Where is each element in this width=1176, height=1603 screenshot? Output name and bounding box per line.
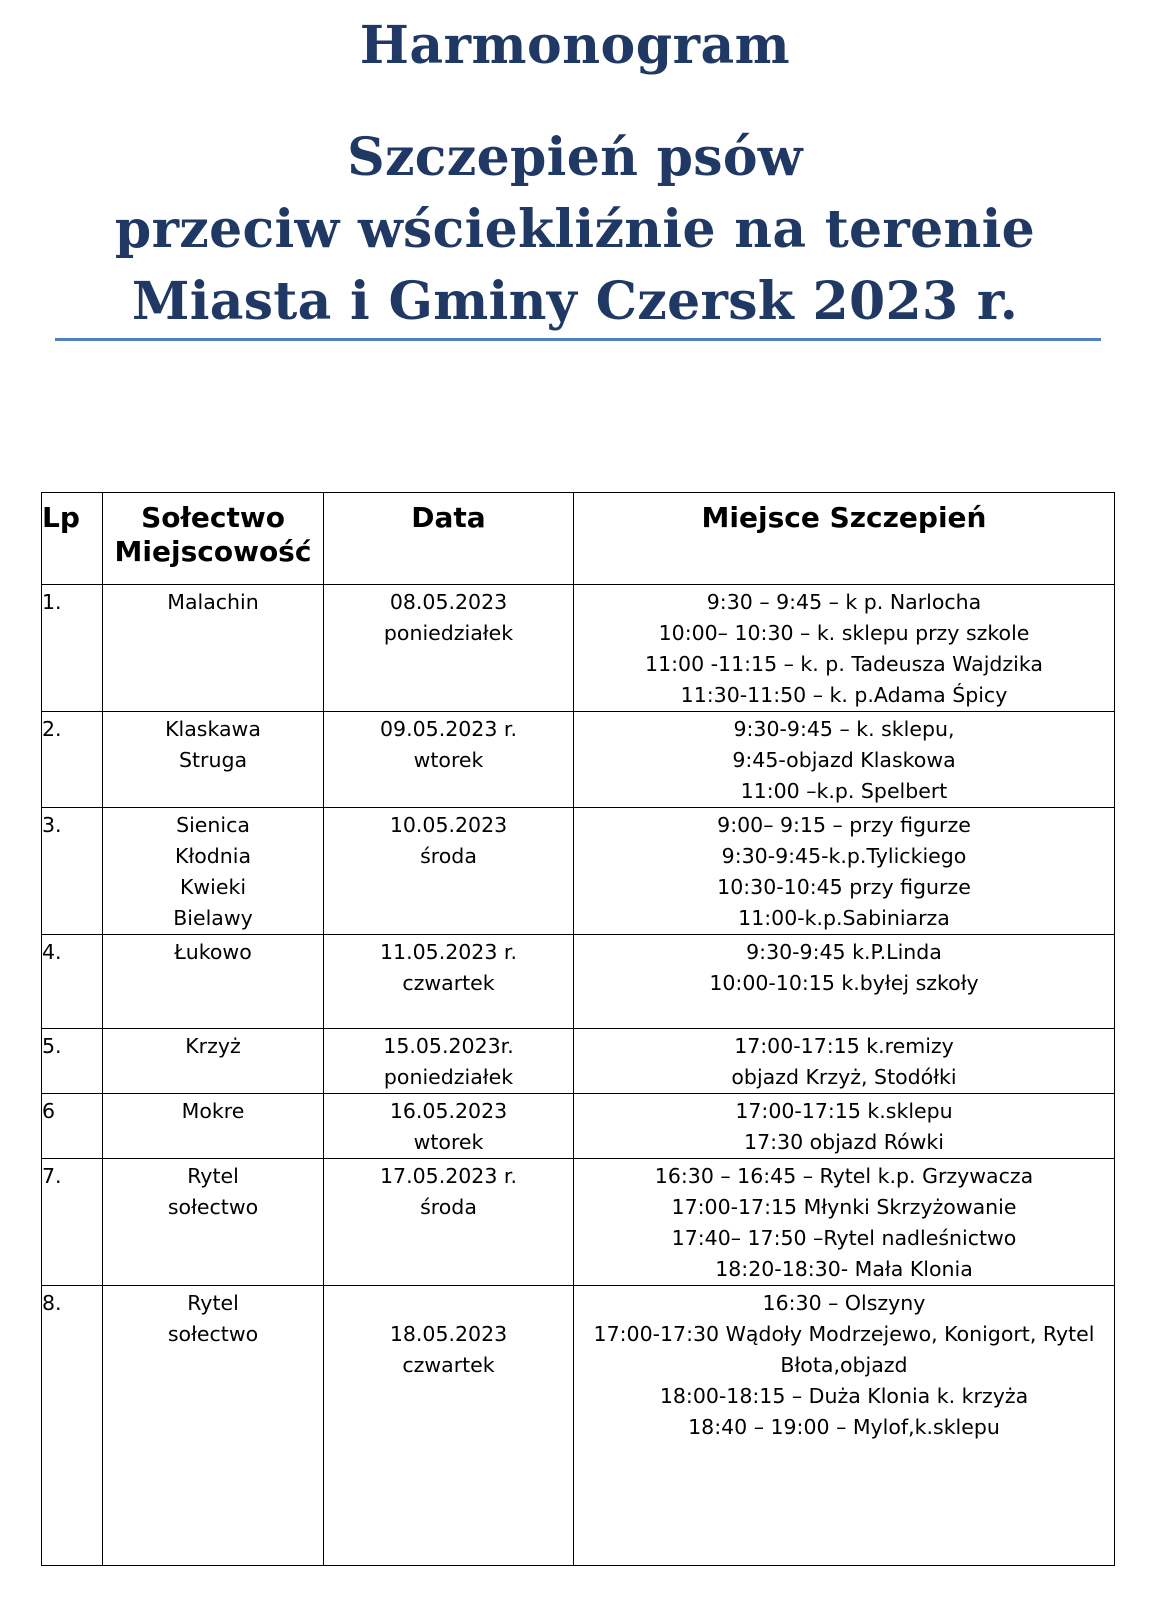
date-line: 15.05.2023r. [383, 1034, 514, 1058]
table-row [42, 585, 1115, 712]
row-number: 7. [42, 1159, 103, 1286]
location-line: 9:30-9:45-k.p.Tylickiego [721, 844, 967, 868]
place-name: Sienica [176, 813, 250, 837]
date-cell [324, 1029, 574, 1094]
date-line: 16.05.2023 [389, 1099, 508, 1123]
date-cell [324, 712, 574, 808]
location-line: 9:00– 9:15 – przy figurze [717, 813, 971, 837]
document-subtitle [0, 122, 1150, 338]
location-line: 10:00-10:15 k.byłej szkoły [709, 971, 979, 995]
column-header-location: Miejsce Szczepień [574, 493, 1115, 585]
table-row [42, 1029, 1115, 1094]
subtitle-line: przeciw wściekliźnie na terenie [114, 199, 1036, 260]
date-line: wtorek [413, 748, 484, 772]
column-header-lp: Lp [42, 493, 103, 585]
location-cell [574, 1094, 1115, 1159]
location-line: 10:00– 10:30 – k. sklepu przy szkole [658, 621, 1030, 645]
location-cell [574, 1286, 1115, 1566]
document-title: Harmonogram [359, 15, 791, 76]
location-line: 11:00-k.p.Sabiniarza [738, 906, 950, 930]
date-line: 09.05.2023 r. [380, 717, 517, 741]
location-cell [574, 935, 1115, 1029]
location-line: 10:30-10:45 przy figurze [717, 875, 971, 899]
location-cell [574, 712, 1115, 808]
table-row [42, 712, 1115, 808]
location-line: 17:00-17:15 k.remizy [734, 1034, 954, 1058]
date-cell [324, 1286, 574, 1566]
date-line: poniedziałek [383, 1065, 514, 1089]
place-name: Mokre [181, 1099, 245, 1123]
location-cell [574, 808, 1115, 935]
table-header-row [42, 493, 1115, 585]
date-line: środa [420, 844, 477, 868]
place-cell [103, 935, 324, 1029]
place-name: Krzyż [185, 1034, 241, 1058]
date-line: czwartek [402, 971, 495, 995]
table-body [42, 585, 1115, 1566]
date-cell [324, 808, 574, 935]
location-line: 11:30-11:50 – k. p.Adama Śpicy [680, 683, 1008, 707]
location-line: 18:40 – 19:00 – Mylof,k.sklepu [688, 1415, 1000, 1439]
place-cell [103, 1094, 324, 1159]
location-line: 17:00-17:15 k.sklepu [735, 1099, 953, 1123]
place-name: Rytel [187, 1291, 239, 1315]
location-line: 17:30 objazd Rówki [744, 1130, 944, 1154]
date-cell [324, 1159, 574, 1286]
row-number: 6 [42, 1094, 103, 1159]
location-line: 17:00-17:15 Młynki Skrzyżowanie [671, 1195, 1017, 1219]
row-number: 8. [42, 1286, 103, 1566]
location-line: objazd Krzyż, Stodółki [731, 1065, 957, 1089]
date-cell [324, 1094, 574, 1159]
location-line: 11:00 -11:15 – k. p. Tadeusza Wajdzika [645, 652, 1043, 676]
vaccination-schedule-table [41, 492, 1115, 1566]
date-line: środa [420, 1195, 477, 1219]
location-line: 16:30 – Olszyny [762, 1291, 926, 1315]
date-line: 10.05.2023 [389, 813, 508, 837]
location-line: 17:40– 17:50 –Rytel nadleśnictwo [671, 1226, 1017, 1250]
place-cell [103, 808, 324, 935]
location-cell [574, 1029, 1115, 1094]
place-cell [103, 712, 324, 808]
column-header-place: Sołectwo Miejscowość [103, 493, 324, 585]
location-line: 16:30 – 16:45 – Rytel k.p. Grzywacza [654, 1164, 1034, 1188]
row-number: 1. [42, 585, 103, 712]
place-name: Bielawy [173, 906, 253, 930]
title-divider [55, 338, 1101, 341]
place-name: Łukowo [174, 940, 252, 964]
location-line: 11:00 –k.p. Spelbert [740, 779, 948, 803]
location-line: 17:00-17:30 Wądoły Modrzejewo, Konigort, Rytel Błota,objazd [593, 1322, 1095, 1377]
date-cell [324, 585, 574, 712]
location-line: 9:30 – 9:45 – k p. Narlocha [706, 590, 982, 614]
subtitle-line: Miasta i Gminy Czersk 2023 r. [131, 271, 1019, 332]
location-line: 9:45-objazd Klaskowa [732, 748, 956, 772]
place-name: Klaskawa [165, 717, 261, 741]
row-number: 2. [42, 712, 103, 808]
location-line: 9:30-9:45 k.P.Linda [746, 940, 942, 964]
date-line: 17.05.2023 r. [380, 1164, 517, 1188]
row-number: 3. [42, 808, 103, 935]
date-line: poniedziałek [383, 621, 514, 645]
place-name: Struga [178, 748, 248, 772]
location-cell [574, 585, 1115, 712]
location-cell [574, 1159, 1115, 1286]
table-row [42, 1286, 1115, 1566]
place-name: Kłodnia [174, 844, 252, 868]
place-name: Kwieki [179, 875, 247, 899]
date-line: czwartek [402, 1353, 495, 1377]
table-row [42, 1094, 1115, 1159]
column-header-date: Data [324, 493, 574, 585]
date-line: wtorek [413, 1130, 484, 1154]
date-line: 18.05.2023 [389, 1322, 508, 1346]
place-name: Rytel [187, 1164, 239, 1188]
place-name: Malachin [167, 590, 259, 614]
subtitle-line: Szczepień psów [347, 127, 803, 188]
table-row [42, 1159, 1115, 1286]
location-line: 18:20-18:30- Mała Klonia [715, 1257, 973, 1281]
place-cell [103, 1286, 324, 1566]
table-row [42, 935, 1115, 1029]
place-cell [103, 585, 324, 712]
date-line: 11.05.2023 r. [380, 940, 517, 964]
row-number: 4. [42, 935, 103, 1029]
table-row [42, 808, 1115, 935]
date-line [324, 1288, 573, 1319]
date-cell [324, 935, 574, 1029]
row-number: 5. [42, 1029, 103, 1094]
date-line: 08.05.2023 [389, 590, 508, 614]
place-cell [103, 1159, 324, 1286]
location-line: 18:00-18:15 – Duża Klonia k. krzyża [659, 1384, 1029, 1408]
location-line: 9:30-9:45 – k. sklepu, [733, 717, 955, 741]
place-name: sołectwo [167, 1322, 259, 1346]
place-cell [103, 1029, 324, 1094]
place-name: sołectwo [167, 1195, 259, 1219]
